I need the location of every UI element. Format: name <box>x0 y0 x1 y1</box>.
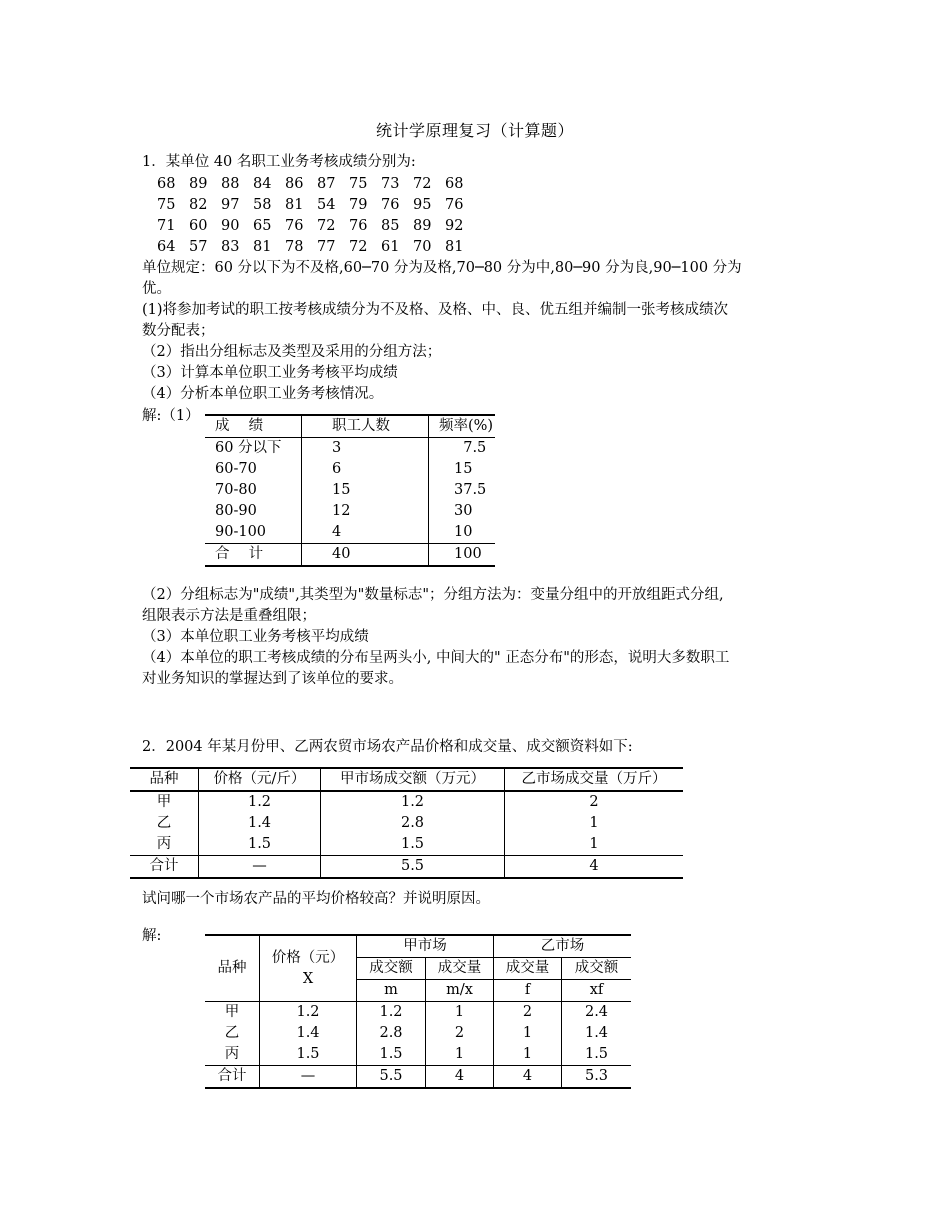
market-a-amount: 1.2 <box>321 791 505 813</box>
score-value: 54 <box>317 197 336 213</box>
score-value: 64 <box>157 239 176 255</box>
header-price-symbol: X <box>302 970 314 987</box>
score-row <box>157 216 477 237</box>
score-value: 76 <box>349 218 368 234</box>
header-b-amount: 成交额 <box>562 958 632 980</box>
score-value: 81 <box>253 239 272 255</box>
header-market-b-volume: 乙市场成交量（万斤） <box>505 768 684 791</box>
q1-rule-line1: 单位规定：60 分以下为不及格,60─70 分为及格,70─80 分为中,80─90 分为良,90─100 分为 <box>142 260 742 276</box>
header-score: 成 绩 <box>205 415 302 438</box>
header-b-volume: 成交量 <box>494 958 562 980</box>
table-header-row <box>205 935 631 958</box>
score-value: 61 <box>381 239 400 255</box>
score-value: 92 <box>445 218 464 234</box>
frequency: 30 <box>454 503 473 519</box>
variety: 甲 <box>130 791 199 813</box>
q1-intro: 1．某单位 40 名职工业务考核成绩分别为: <box>142 154 416 170</box>
market-data-table <box>130 767 683 879</box>
variety: 乙 <box>205 1023 260 1044</box>
score-range: 60 分以下 <box>205 438 302 460</box>
total-label: 合计 <box>130 856 199 879</box>
b-volume: 1 <box>494 1023 562 1044</box>
symbol-b-amount: xf <box>562 980 632 1002</box>
symbol-a-amount: m <box>357 980 426 1002</box>
score-value: 84 <box>253 176 272 192</box>
score-value: 89 <box>189 176 208 192</box>
worker-count: 6 <box>302 459 429 480</box>
price: 1.4 <box>260 1023 357 1044</box>
variety: 甲 <box>205 1002 260 1024</box>
worker-count: 3 <box>302 438 429 460</box>
market-b-volume: 1 <box>589 836 599 852</box>
table-total-row <box>205 544 495 567</box>
frequency: 37.5 <box>454 482 487 498</box>
total-b-amount: 5.3 <box>562 1066 632 1089</box>
score-value: 86 <box>285 176 304 192</box>
score-row <box>157 195 477 216</box>
price: 1.5 <box>199 834 321 856</box>
variety: 丙 <box>130 834 199 856</box>
table-row <box>205 522 495 544</box>
score-value: 89 <box>413 218 432 234</box>
frequency: 7.5 <box>454 440 487 456</box>
q1-answer3: （3）本单位职工业务考核平均成绩 <box>142 629 369 645</box>
q1-answer2-line2: 组限表示方法是重叠组限； <box>142 608 316 624</box>
header-price-cell <box>260 935 357 1002</box>
total-price: — <box>260 1066 357 1089</box>
q2-solution-label: 解: <box>142 928 162 944</box>
total-price: — <box>199 856 321 879</box>
table-row <box>205 480 495 501</box>
score-value: 60 <box>189 218 208 234</box>
a-volume: 1 <box>426 1002 494 1024</box>
a-amount: 1.2 <box>357 1002 426 1024</box>
market-b-volume: 2 <box>589 794 599 810</box>
header-a-volume: 成交量 <box>426 958 494 980</box>
b-amount: 1.5 <box>584 1046 609 1062</box>
table-total-row <box>205 1066 631 1089</box>
q2-question: 试问哪一个市场农产品的平均价格较高？并说明原因。 <box>142 891 490 907</box>
price: 1.2 <box>260 1002 357 1024</box>
score-value: 87 <box>317 176 336 192</box>
score-value: 76 <box>445 197 464 213</box>
score-value: 77 <box>317 239 336 255</box>
header-frequency: 频率(%) <box>429 415 496 438</box>
a-amount: 2.8 <box>357 1023 426 1044</box>
score-range: 60-70 <box>205 459 302 480</box>
score-range: 90-100 <box>205 522 302 544</box>
score-value: 75 <box>349 176 368 192</box>
worker-count: 15 <box>302 480 429 501</box>
worker-count: 4 <box>302 522 429 544</box>
symbol-b-volume: f <box>494 980 562 1002</box>
b-amount: 1.4 <box>584 1025 609 1041</box>
header-market-a: 甲市场 <box>357 935 494 958</box>
price: 1.5 <box>260 1044 357 1066</box>
price: 1.4 <box>199 813 321 834</box>
score-value: 76 <box>285 218 304 234</box>
score-grid <box>157 174 477 258</box>
score-value: 85 <box>381 218 400 234</box>
table-header-row <box>130 768 683 791</box>
total-label: 合 计 <box>205 544 302 567</box>
score-row <box>157 174 477 195</box>
score-value: 68 <box>445 176 464 192</box>
frequency: 10 <box>454 524 473 540</box>
frequency-table <box>205 414 495 567</box>
score-value: 72 <box>413 176 432 192</box>
q2-intro: 2．2004 年某月份甲、乙两农贸市场农产品价格和成交量、成交额资料如下: <box>142 739 633 755</box>
table-row <box>130 791 683 813</box>
table-row <box>130 813 683 834</box>
total-b-volume: 4 <box>494 1066 562 1089</box>
q1-sub1-line2: 数分配表； <box>142 323 215 339</box>
total-frequency: 100 <box>429 544 496 567</box>
b-volume: 1 <box>494 1044 562 1066</box>
score-value: 81 <box>285 197 304 213</box>
table-total-row <box>130 856 683 879</box>
table-row <box>205 1044 631 1066</box>
solution-table <box>205 934 631 1089</box>
a-amount: 1.5 <box>357 1044 426 1066</box>
market-b-volume: 1 <box>589 815 599 831</box>
header-price: 价格（元） <box>271 949 345 966</box>
score-row <box>157 237 477 258</box>
score-value: 76 <box>381 197 400 213</box>
score-value: 75 <box>157 197 176 213</box>
header-a-amount: 成交额 <box>357 958 426 980</box>
table-header-row <box>205 415 495 438</box>
q1-rule-line2: 优。 <box>142 281 171 297</box>
score-value: 79 <box>349 197 368 213</box>
score-range: 70-80 <box>205 480 302 501</box>
price: 1.2 <box>199 791 321 813</box>
score-value: 72 <box>317 218 336 234</box>
q1-answer4-line2: 对业务知识的掌握达到了该单位的要求。 <box>142 671 403 687</box>
page-title: 统计学原理复习（计算题） <box>375 121 574 140</box>
score-range: 80-90 <box>205 501 302 522</box>
total-label: 合计 <box>205 1066 260 1089</box>
variety: 乙 <box>130 813 199 834</box>
b-amount: 2.4 <box>584 1004 609 1020</box>
table-row <box>205 459 495 480</box>
score-value: 82 <box>189 197 208 213</box>
total-a-volume: 4 <box>426 1066 494 1089</box>
score-value: 88 <box>221 176 240 192</box>
q1-solution-label: 解:（1） <box>142 408 200 424</box>
b-volume: 2 <box>494 1002 562 1024</box>
table-row <box>130 834 683 856</box>
header-market-b: 乙市场 <box>494 935 632 958</box>
total-market-a-amount: 5.5 <box>321 856 505 879</box>
score-value: 90 <box>221 218 240 234</box>
score-value: 83 <box>221 239 240 255</box>
score-value: 70 <box>413 239 432 255</box>
total-count: 40 <box>302 544 429 567</box>
header-price: 价格（元/斤） <box>199 768 321 791</box>
score-value: 72 <box>349 239 368 255</box>
a-volume: 1 <box>426 1044 494 1066</box>
score-value: 65 <box>253 218 272 234</box>
symbol-a-volume: m/x <box>426 980 494 1002</box>
table-row <box>205 1002 631 1024</box>
table-row <box>205 438 495 460</box>
q1-sub2: （2）指出分组标志及类型及采用的分组方法； <box>142 344 442 360</box>
table-row <box>205 501 495 522</box>
score-value: 95 <box>413 197 432 213</box>
score-value: 57 <box>189 239 208 255</box>
total-a-amount: 5.5 <box>357 1066 426 1089</box>
header-variety: 品种 <box>130 768 199 791</box>
total-market-b-volume: 4 <box>505 856 684 879</box>
q1-sub1-line1: (1)将参加考试的职工按考核成绩分为不及格、及格、中、良、优五组并编制一张考核成绩次 <box>142 302 729 318</box>
header-market-a-amount: 甲市场成交额（万元） <box>321 768 505 791</box>
header-variety: 品种 <box>205 935 260 1002</box>
score-value: 78 <box>285 239 304 255</box>
market-a-amount: 2.8 <box>321 813 505 834</box>
market-a-amount: 1.5 <box>321 834 505 856</box>
q1-sub3: （3）计算本单位职工业务考核平均成绩 <box>142 365 398 381</box>
score-value: 71 <box>157 218 176 234</box>
score-value: 58 <box>253 197 272 213</box>
score-value: 73 <box>381 176 400 192</box>
score-value: 97 <box>221 197 240 213</box>
table-row <box>205 1023 631 1044</box>
score-value: 81 <box>445 239 464 255</box>
q1-answer4-line1: （4）本单位的职工考核成绩的分布呈两头小, 中间大的" 正态分布"的形态，说明大多数职工 <box>142 650 730 666</box>
score-value: 68 <box>157 176 176 192</box>
worker-count: 12 <box>302 501 429 522</box>
a-volume: 2 <box>426 1023 494 1044</box>
variety: 丙 <box>205 1044 260 1066</box>
frequency: 15 <box>454 461 473 477</box>
q1-sub4: （4）分析本单位职工业务考核情况。 <box>142 386 384 402</box>
q1-answer2-line1: （2）分组标志为"成绩",其类型为"数量标志"；分组方法为：变量分组中的开放组距式分组, <box>142 587 724 603</box>
header-count: 职工人数 <box>302 415 429 438</box>
